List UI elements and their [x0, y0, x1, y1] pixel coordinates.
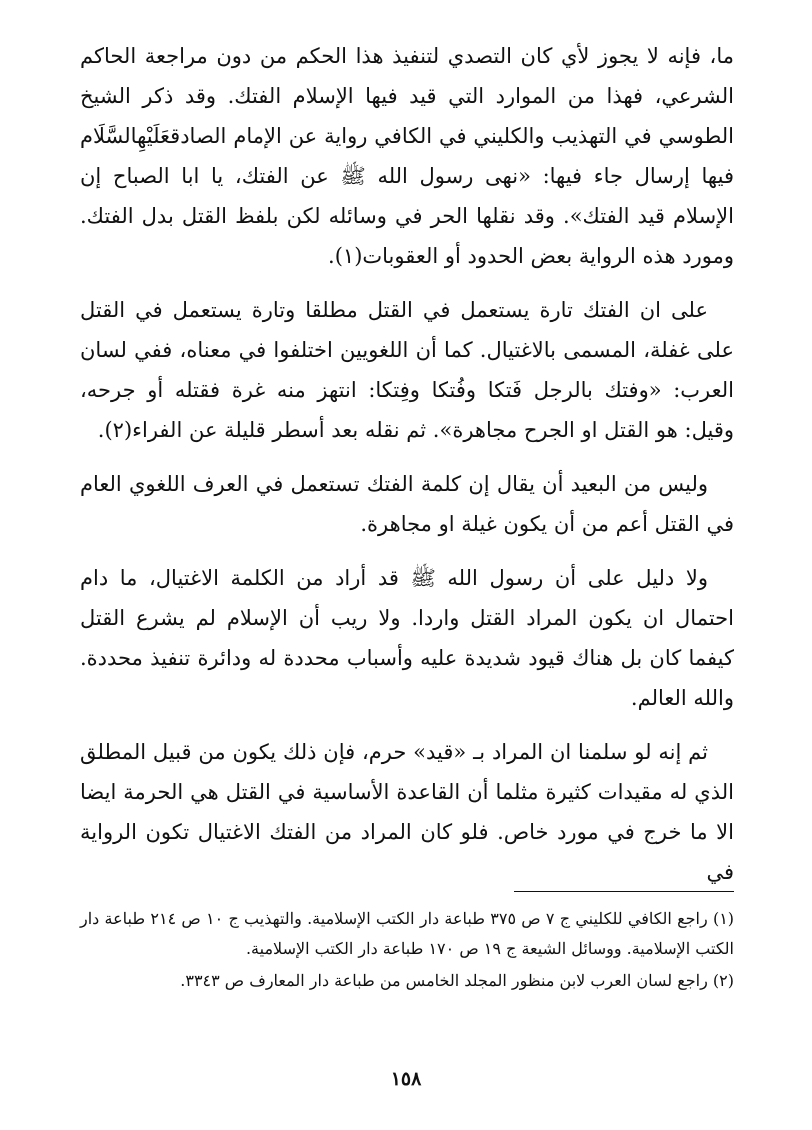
footnote-divider: [514, 891, 734, 892]
footnote-1: (١) راجع الكافي للكليني ج ٧ ص ٣٧٥ طباعة دار الكتب الإسلامية. والتهذيب ج ١٠ ص ٢١٤ طباعة دار الكتب الإسلامية. ووسائل الشيعة ج ١٩ ص ١٧٠ طباعة دار الكتب الإسلامية.: [80, 909, 735, 958]
footnotes: [80, 904, 734, 998]
paragraph-3: وليس من البعيد أن يقال إن كلمة الفتك تستعمل في العرف اللغوي العام في القتل أعم من أن يكون غيلة او مجاهرة.: [80, 472, 734, 536]
paragraph-5: ثم إنه لو سلمنا ان المراد بـ «قيد» حرم، فإن ذلك يكون من قبيل المطلق الذي له مقيدات كثيرة مثلما أن القاعدة الأساسية في القتل هي الحرمة ايضا الا ما خرج في مورد خاص. فلو كان المراد من الفتك الاغتيال تكون الرواية في: [80, 740, 734, 884]
main-text: [80, 36, 734, 892]
page-number: ١٥٨: [390, 1068, 422, 1090]
footnote-2: (٢) راجع لسان العرب لابن منظور المجلد الخامس من طباعة دار المعارف ص ٣٣٤٣.: [180, 971, 734, 990]
paragraph-2: على ان الفتك تارة يستعمل في القتل مطلقا وتارة يستعمل في القتل على غفلة، المسمى بالاغتيال. كما أن اللغويين اختلفوا في معناه، ففي لسان العرب: «وفتك بالرجل فَتكا وفُتكا وفِتكا: انتهز منه غرة فقتله أو جرحه، وقيل: هو القتل او الجرح مجاهرة». ثم نقله بعد أسطر قليلة عن الفراء(٢).: [80, 298, 734, 442]
paragraph-4: ولا دليل على أن رسول الله ﷺ قد أراد من الكلمة الاغتيال، ما دام احتمال ان يكون المراد القتل واردا. ولا ريب أن الإسلام لم يشرع القتل كيفما كان بل هناك قيود شديدة عليه وأسباب محددة له ودائرة تنفيذ محددة. والله العالم.: [80, 566, 734, 710]
paragraph-1: ما، فإنه لا يجوز لأي كان التصدي لتنفيذ هذا الحكم من دون مراجعة الحاكم الشرعي، فهذا من الموارد التي قيد فيها الإسلام الفتك. وقد ذكر الشيخ الطوسي في التهذيب والكليني في الكافي رواية عن الإمام الصادقعَلَيْهِالسَّلَام فيها إرسال جاء فيها: «نهى رسول الله ﷺ عن الفتك، يا ابا الصباح إن الإسلام قيد الفتك». وقد نقلها الحر في وسائله لكن بلفظ القتل بدل الفتك. ومورد هذه الرواية بعض الحدود أو العقوبات(١).: [80, 44, 734, 268]
